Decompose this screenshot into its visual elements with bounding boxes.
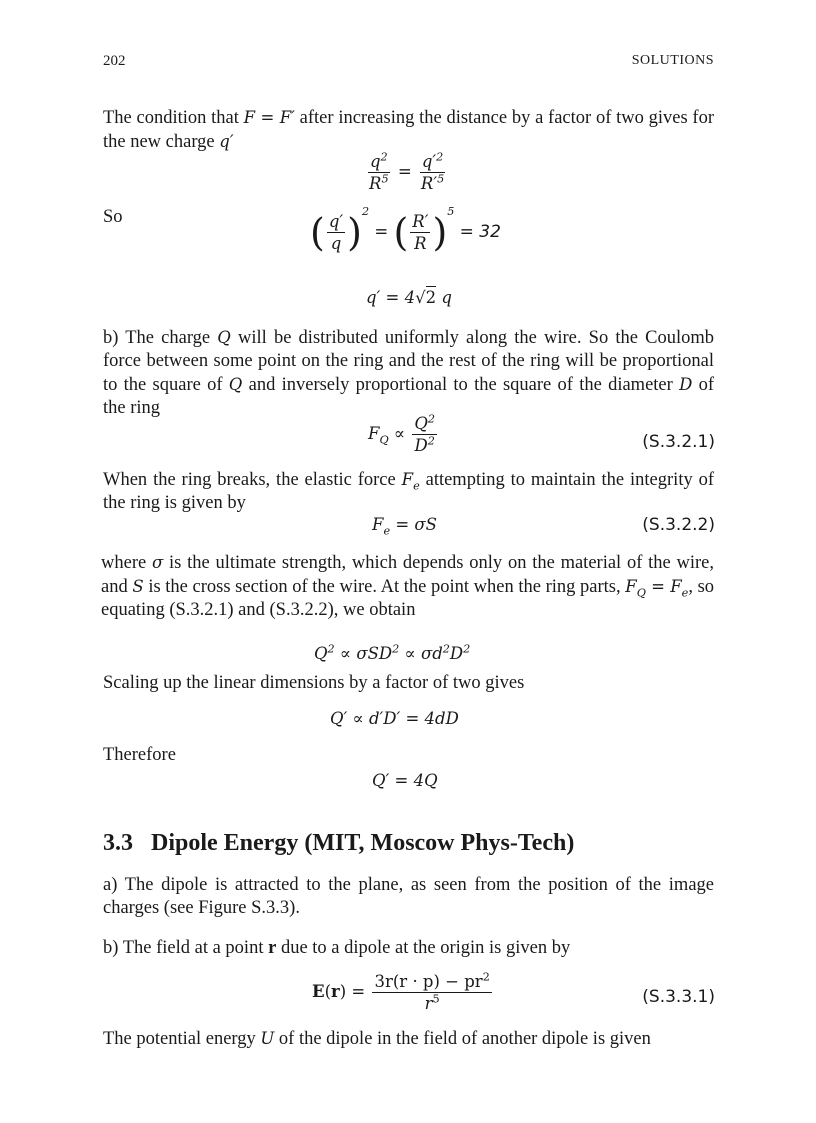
so-label: So [103,207,123,227]
equation-proportionality: $Q^2 \propto \sigma SD^2 \propto \sigma d^2D^2$ [314,642,471,663]
section-title: Dipole Energy (MIT, Moscow Phys-Tech) [151,830,575,856]
equation-dipole-field: E(r) = $\frac{3r(r \cdot p) - pr^2}{r^5}$ [312,970,490,1013]
paragraph-scaling: Scaling up the linear dimensions by a factor of two gives [103,673,525,693]
paragraph-dipole-attracted: a) The dipole is attracted to the plane, as seen from the position of the image charges (see Figure S.3.3). [103,875,714,918]
equation-final-charge: Q′ = 4Q [372,771,438,790]
equation-charge-ratio: $\frac{q^2}{R^5}$ = $\frac{q'^2}{R'^5}$ [369,150,445,193]
equation-label-s321: (S.3.2.1) [642,432,715,452]
page-number: 202 [103,53,126,69]
equation-elastic-force: $F_e = \sigma S$ [372,515,437,538]
paragraph-field: b) The field at a point r due to a dipole at the origin is given by [103,938,571,958]
equation-new-charge: q′ = 4√2 q [366,288,452,307]
equation-label-s322: (S.3.2.2) [642,515,715,535]
section-number: 3.3 [103,830,133,856]
equation-coulomb-force: $F_Q$ ∝ $\frac{Q^2}{D^2}$ [368,412,435,455]
equation-ratio-power: ( $\frac{q'}{q}$ )$^2$ = ( $\frac{R'}{R}$ )$^5$ = 32 [310,205,501,255]
therefore-label: Therefore [103,745,176,765]
paragraph-condition: The condition that F = F′ after increasing the distance by a factor of two gives for the new charge q′ [103,108,715,152]
paragraph-ultimate-strength: where σ is the ultimate strength, which depends only on the material of the wire, and S is the cross section of the wire. At the point when the ring parts, $F_Q = F_e$, so equating (S.3.2.1) and (S.3.2.2), we obtain [101,553,715,620]
paragraph-potential-energy: The potential energy U of the dipole in the field of another dipole is given [103,1029,651,1049]
equation-label-s331: (S.3.3.1) [642,987,715,1007]
section-heading [103,830,574,857]
paragraph-ring-breaks: When the ring breaks, the elastic force $F_e$ attempting to maintain the integrity of the ring is given by [103,470,715,513]
equation-scaled-charge: Q′ ∝ d′D′ = 4dD [330,709,459,728]
paragraph-wire-charge: b) The charge Q will be distributed uniformly along the wire. So the Coulomb force between some point on the ring and the rest of the ring will be proportional to the square of Q and inversely proportional to the square of the diameter D of the ring [103,328,715,418]
running-title: SOLUTIONS [631,53,714,68]
